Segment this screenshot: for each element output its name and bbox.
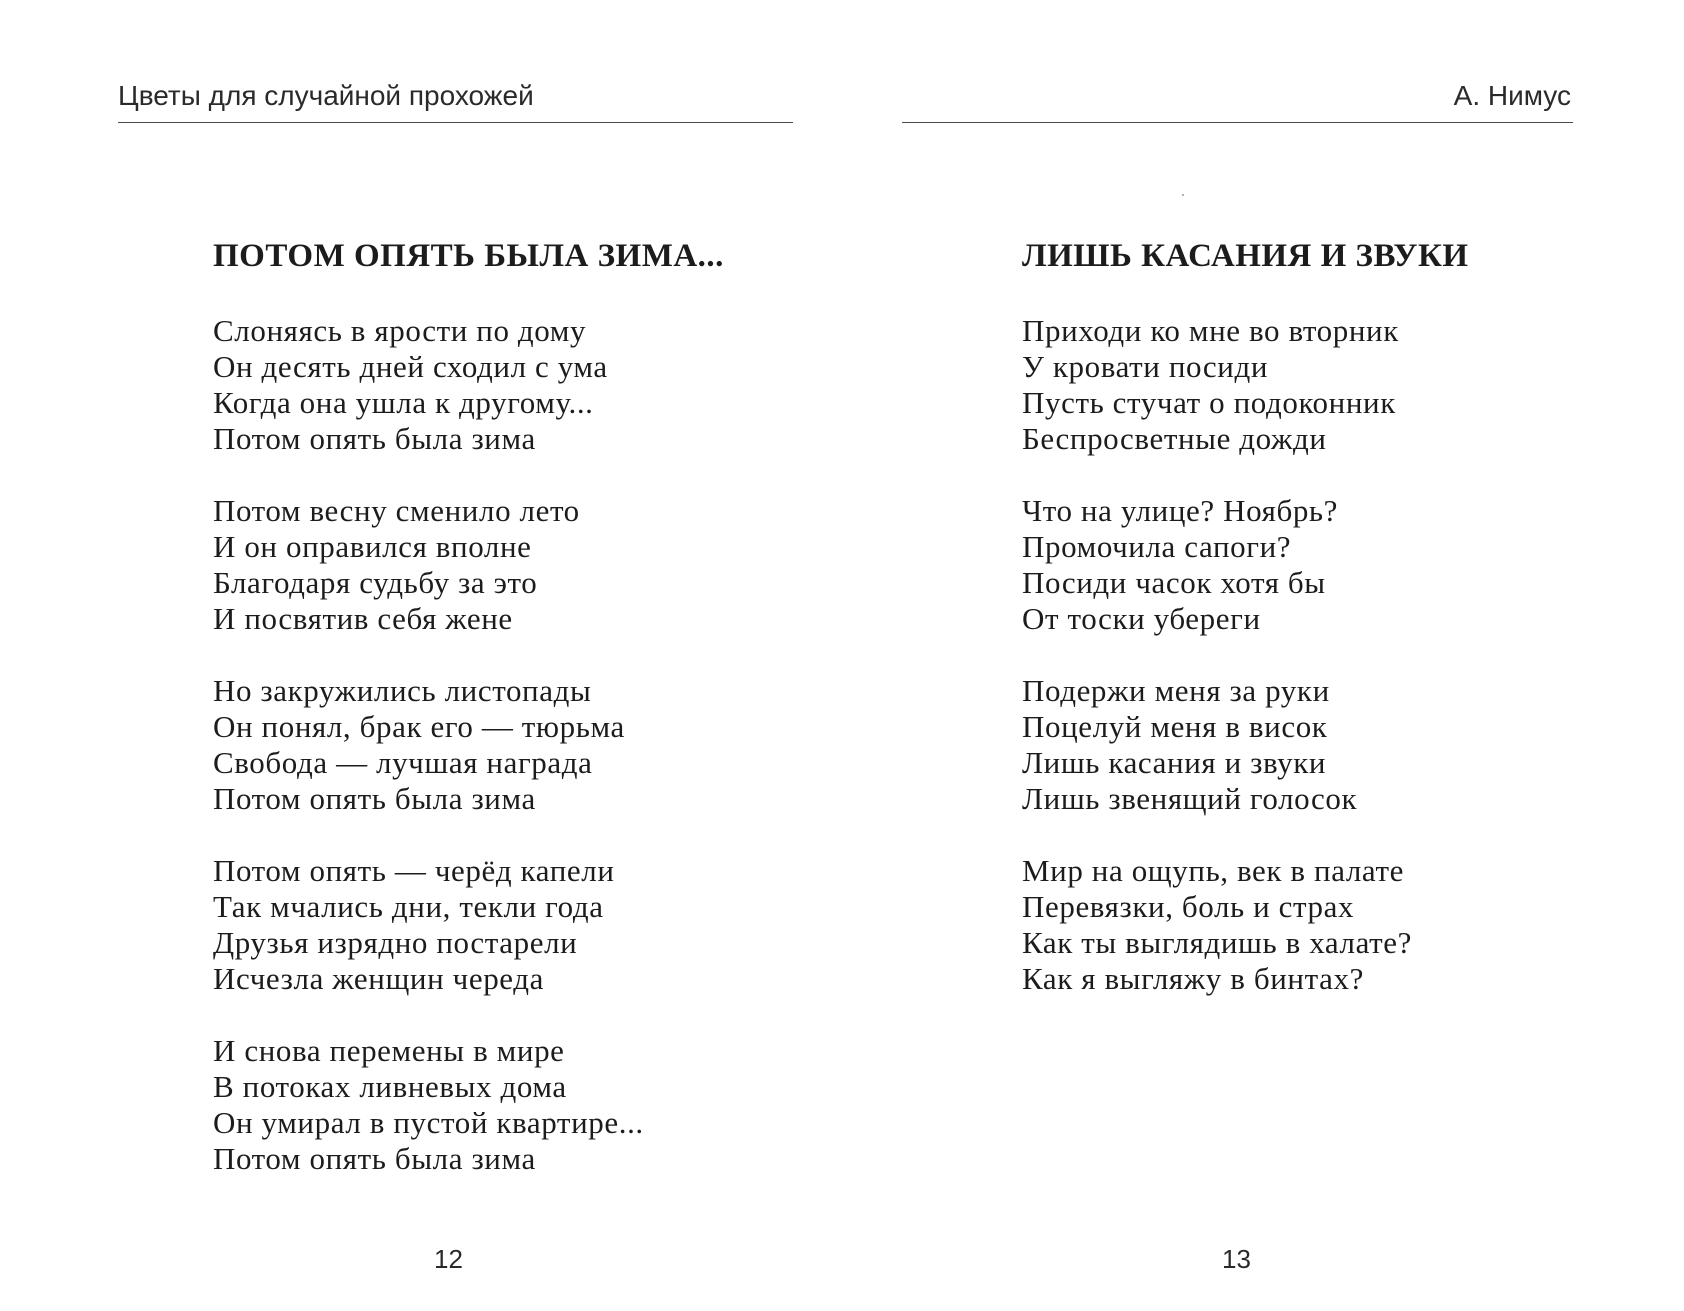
verse-line: Исчезла женщин череда <box>213 961 544 996</box>
running-head-author: А. Нимус <box>1453 80 1571 111</box>
verse-line: Потом весну сменило лето <box>213 493 580 528</box>
poem-title: ЛИШЬ КАСАНИЯ И ЗВУКИ <box>1022 238 1469 274</box>
verse-line: Посиди часок хотя бы <box>1022 565 1326 600</box>
verse-line: Промочила сапоги? <box>1022 529 1292 564</box>
verse-line: Но закружились листопады <box>213 673 592 708</box>
verse-line: Он умирал в пустой квартире... <box>213 1105 644 1140</box>
verse-line: Потом опять была зима <box>213 1141 536 1176</box>
print-speck <box>1182 194 1184 196</box>
poem-title: ПОТОМ ОПЯТЬ БЫЛА ЗИМА... <box>213 238 724 274</box>
stanza <box>213 313 724 457</box>
verse-line: И снова перемены в мире <box>213 1033 565 1068</box>
verse-line: Поцелуй меня в висок <box>1022 709 1328 744</box>
verse-line: У кровати посиди <box>1022 349 1269 384</box>
running-head-book-title: Цветы для случайной прохожей <box>118 80 534 111</box>
verse-line: Слоняясь в ярости по дому <box>213 313 587 348</box>
verse-line: Как я выгляжу в бинтах? <box>1022 961 1364 996</box>
verse-line: И посвятив себя жене <box>213 601 513 636</box>
stanza <box>1022 853 1469 997</box>
verse-line: В потоках ливневых дома <box>213 1069 567 1104</box>
stanza <box>213 1033 724 1177</box>
verse-line: Беспросветные дожди <box>1022 421 1327 456</box>
stanza <box>1022 313 1469 457</box>
verse-line: Потом опять была зима <box>213 421 536 456</box>
stanza <box>213 673 724 817</box>
verse-line: Мир на ощупь, век в палате <box>1022 853 1404 888</box>
poem <box>1022 238 1469 1033</box>
verse-line: Потом опять была зима <box>213 781 536 816</box>
verse-line: Друзья изрядно постарели <box>213 925 578 960</box>
header-rule <box>118 122 793 123</box>
verse-line: Он десять дней сходил с ума <box>213 349 608 384</box>
verse-line: Приходи ко мне во вторник <box>1022 313 1399 348</box>
verse-line: Перевязки, боль и страх <box>1022 889 1355 924</box>
verse-line: Пусть стучат о подоконник <box>1022 385 1396 420</box>
page-number: 12 <box>434 1244 463 1274</box>
verse-line: Свобода — лучшая награда <box>213 745 593 780</box>
verse-line: И он оправился вполне <box>213 529 532 564</box>
stanza <box>213 493 724 637</box>
verse-line: Как ты выглядишь в халате? <box>1022 925 1413 960</box>
verse-line: Потом опять — черёд капели <box>213 853 615 888</box>
verse-line: Когда она ушла к другому... <box>213 385 594 420</box>
right-page <box>842 0 1684 1311</box>
verse-line: От тоски убереги <box>1022 601 1261 636</box>
verse-line: Он понял, брак его — тюрьма <box>213 709 625 744</box>
verse-line: Благодаря судьбу за это <box>213 565 538 600</box>
page-number: 13 <box>1222 1244 1251 1274</box>
verse-line: Лишь касания и звуки <box>1022 745 1327 780</box>
stanza <box>1022 493 1469 637</box>
verse-line: Лишь звенящий голосок <box>1022 781 1358 816</box>
poem <box>213 238 724 1213</box>
stanza <box>1022 673 1469 817</box>
header-rule <box>902 122 1573 123</box>
verse-line: Что на улице? Ноябрь? <box>1022 493 1339 528</box>
stanza <box>213 853 724 997</box>
verse-line: Так мчались дни, текли года <box>213 889 604 924</box>
verse-line: Подержи меня за руки <box>1022 673 1330 708</box>
